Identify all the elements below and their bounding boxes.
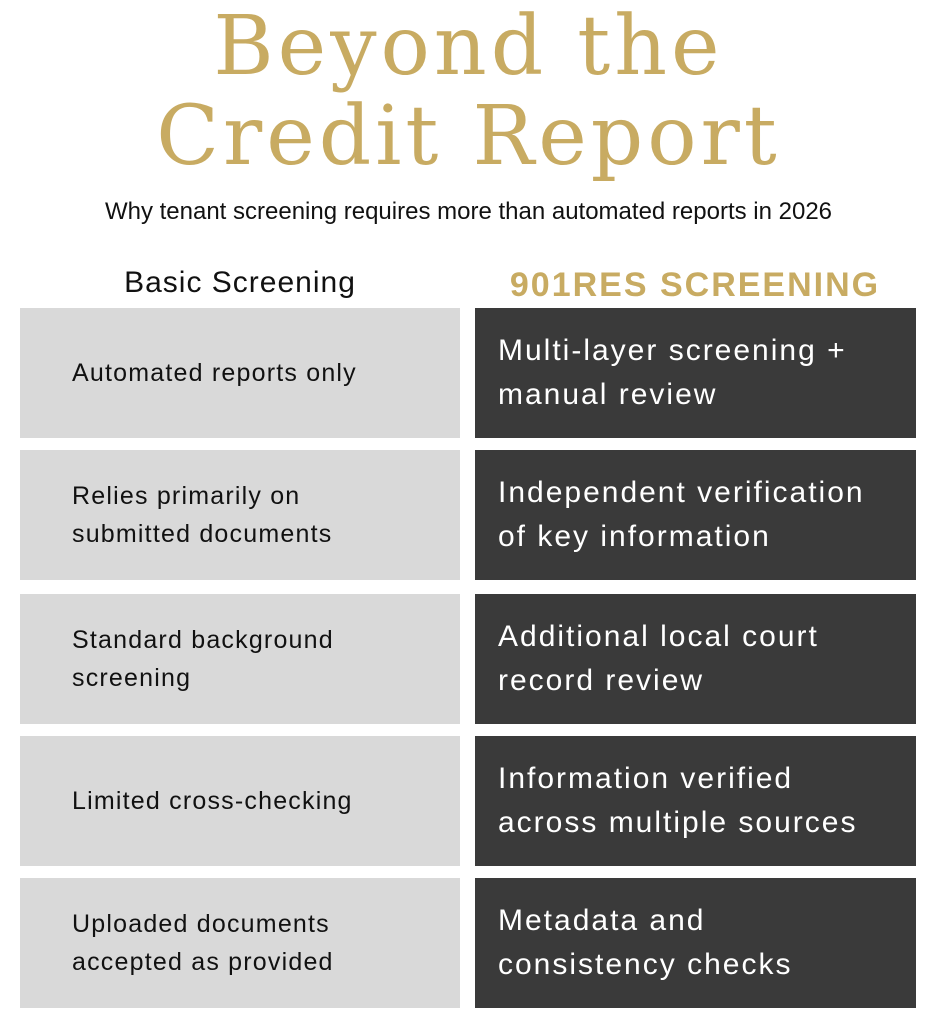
premium-cell-text: Multi-layer screening + (498, 334, 847, 367)
basic-cell-text: screening (72, 664, 192, 692)
premium-cell-row-4 (475, 736, 916, 866)
premium-cell-text: of key information (498, 520, 771, 553)
page-title-line-1: Beyond the (213, 0, 724, 94)
premium-cell-text: Additional local court (498, 620, 819, 653)
basic-cell-text: submitted documents (72, 520, 333, 548)
basic-cell-text: Standard background (72, 626, 334, 654)
basic-cell-row-3 (20, 594, 460, 724)
premium-cell-text: consistency checks (498, 948, 793, 981)
premium-cell-row-3 (475, 594, 916, 724)
page-subtitle: Why tenant screening requires more than automated reports in 2026 (104, 198, 833, 225)
basic-cell-row-2 (20, 450, 460, 580)
basic-cell-text: Limited cross-checking (72, 787, 353, 815)
premium-cell-text: Information verified (498, 762, 794, 795)
page-title-line-2: Credit Report (156, 89, 781, 184)
premium-cell-text: record review (498, 664, 705, 697)
basic-cell-text: Automated reports only (72, 359, 357, 387)
basic-cell-row-1 (20, 308, 460, 438)
premium-cell-row-1 (475, 308, 916, 438)
basic-cell-text: Uploaded documents (72, 910, 330, 938)
basic-cell-row-4 (20, 736, 460, 866)
premium-cell-text: across multiple sources (498, 806, 858, 839)
premium-cell-text: manual review (498, 378, 718, 411)
basic-screening-header: Basic Screening (124, 266, 356, 299)
premium-cell-row-5 (475, 878, 916, 1008)
basic-cell-text: Relies primarily on (72, 482, 301, 510)
premium-cell-row-2 (475, 450, 916, 580)
premium-cell-text: Independent verification (498, 476, 865, 509)
901res-screening-header: 901RES SCREENING (509, 266, 881, 304)
basic-cell-text: accepted as provided (72, 948, 334, 976)
basic-cell-row-5 (20, 878, 460, 1008)
premium-cell-text: Metadata and (498, 904, 706, 937)
